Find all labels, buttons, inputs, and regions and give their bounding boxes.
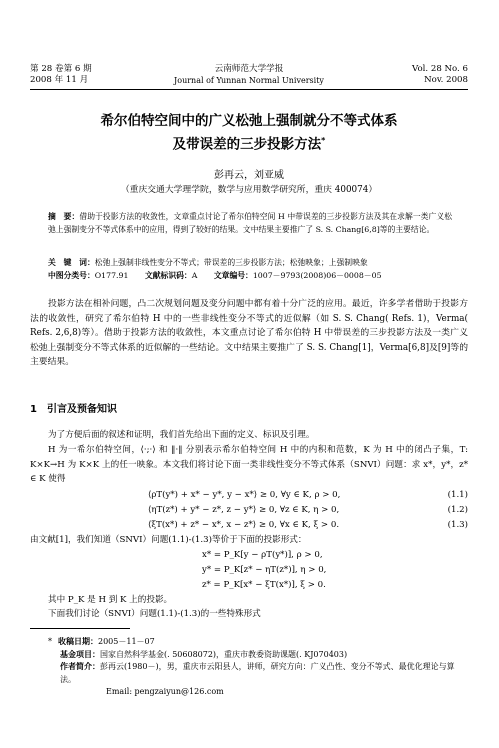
journal-issue-cn bbox=[30, 64, 92, 86]
date-en: Nov. 2008 bbox=[424, 75, 468, 85]
footnote bbox=[48, 636, 468, 699]
doc-code-label: 文献标识码： bbox=[144, 271, 192, 280]
clc-label: 中图分类号： bbox=[48, 271, 95, 280]
section-paragraph-4: 其中 P_K 是 H 到 K 上的投影。 bbox=[48, 595, 173, 605]
equation-text: ⟨ξT(x*) + z* − x*, x − z*⟩ ≥ 0, ∀x ∈ K, ξ > 0. bbox=[148, 520, 340, 530]
clc-code: O177.91 bbox=[94, 271, 129, 280]
equation-number: (1.2) bbox=[447, 505, 468, 515]
title-line-1: 希尔伯特空间中的广义松弛上强制就分不等式体系 bbox=[100, 113, 398, 129]
article-number: 1007－9793(2008)06－0008－05 bbox=[252, 271, 382, 280]
fund-label: 基金项目： bbox=[60, 649, 100, 659]
journal-en: Journal of Yunnan Normal University bbox=[174, 76, 324, 85]
equation-text: ⟨ηT(z*) + y* − z*, z − y*⟩ ≥ 0, ∀z ∈ K, η > 0, bbox=[148, 505, 340, 515]
projection-3 bbox=[30, 579, 468, 592]
received-date: 2005－11－07 bbox=[98, 637, 155, 646]
header-rule bbox=[30, 89, 468, 90]
section-paragraph-2: H 为一希尔伯特空间，⟨·;·⟩ 和 ‖·‖ 分别表示希尔伯特空间 H 中的内积和范数，K 为 H 中的闭凸子集，T: K×K→H 为 K×K 上的任一映象。本文我们将讨论下面一类非线性变分不等式体系（SNVI）问题：求 x*，y*，z* ∈ K 使得 bbox=[30, 445, 468, 484]
title-footnote-mark: * bbox=[321, 136, 326, 145]
journal-issue-en bbox=[412, 64, 468, 86]
equation-text: ⟨ρT(y*) + x* − y*, y − x*⟩ ≥ 0, ∀y ∈ K, ρ > 0, bbox=[148, 490, 341, 500]
fund-text: 国家自然科学基金(. 50608072)，重庆市教委资助课题(. KJ070403) bbox=[100, 649, 348, 659]
projection-text: x* = P_K[y − ρT(y*)], ρ > 0, bbox=[202, 550, 323, 560]
author-email: Email: pengzaiyun@126.com bbox=[106, 687, 224, 696]
author-text: 彭再云(1980－)，男，重庆市云阳县人，讲师，研究方向：广义凸性、变分不等式、最优化理论与算法。 bbox=[60, 662, 455, 684]
abstract bbox=[48, 211, 452, 236]
keywords-text: 松弛上强制非线性变分不等式；带误差的三步投影方法；松弛映象；上强制映象 bbox=[94, 258, 368, 267]
title-line-2: 及带误差的三步投影方法* bbox=[172, 136, 326, 153]
date-cn: 2008 年 11 月 bbox=[30, 75, 89, 85]
journal-cn: 云南师范大学学报 bbox=[214, 64, 284, 74]
footnote-rule bbox=[30, 628, 130, 629]
keywords bbox=[48, 257, 452, 269]
journal-name bbox=[130, 64, 368, 86]
classification-line bbox=[48, 270, 452, 282]
equation-1-3 bbox=[30, 519, 468, 532]
footnote-received bbox=[48, 636, 468, 649]
section-paragraph-3: 由文献[1]，我们知道（SNVI）问题(1.1)-(1.3)等价于下面的投影形式： bbox=[30, 535, 307, 545]
projection-text: y* = P_K[z* − ηT(z*)], η > 0, bbox=[202, 565, 327, 575]
doc-code: A bbox=[191, 271, 198, 280]
equation-number: (1.1) bbox=[447, 490, 468, 500]
author-label: 作者简介： bbox=[60, 662, 100, 671]
projection-1 bbox=[30, 549, 468, 562]
received-label: 收稿日期： bbox=[58, 637, 98, 646]
volume-en: Vol. 28 No. 6 bbox=[412, 64, 468, 74]
equation-1-2 bbox=[30, 504, 468, 517]
section-paragraph-1: 为了方便后面的叙述和证明，我们首先给出下面的定义、标识及引理。 bbox=[48, 430, 315, 440]
abstract-text: 借助于投影方法的收敛性，文章重点讨论了希尔伯特空间 H 中带误差的三步投影方法及其在求解一类广义松弛上强制变分不等式体系中的应用，得到了较好的结果。文中结果主要推广了 S. S. Chang[6,8]等的主要结论。 bbox=[48, 212, 452, 234]
volume-cn: 第 28 卷第 6 期 bbox=[30, 64, 92, 74]
footnote-fund bbox=[60, 649, 468, 662]
affiliation: （重庆交通大学理学院，数学与应用数学研究所，重庆 400074） bbox=[120, 185, 378, 195]
equation-number: (1.3) bbox=[447, 520, 468, 530]
projection-2 bbox=[30, 564, 468, 577]
intro-paragraph: 投影方法在相补问题，凸二次规划问题及变分问题中都有着十分广泛的应用。最近，许多学者借助于投影方法的收敛性，研究了希尔伯特 H 中的一些非线性变分不等式的近似解（如 S. S. Chang( Refs. 1)，Verma( Refs. 2,6,8)等）。借助于投影方法的收敛性，本文重点讨论了希尔伯特 H 中带误差的三步投影方法及一类广义松弛上强制变分不等式体系的近似解的一些结论。文中结果主要推广了 S. S. Chang[1]，Verma[6,8]及[9]等的主要结果。 bbox=[30, 299, 468, 367]
section-paragraph-5: 下面我们讨论（SNVI）问题(1.1)-(1.3)的一些特殊形式 bbox=[48, 609, 261, 619]
keywords-label: 关 键 词： bbox=[48, 258, 95, 267]
footnote-mark: * bbox=[48, 637, 52, 646]
section-heading: 1 引言及预备知识 bbox=[30, 404, 117, 415]
abstract-label: 摘 要： bbox=[48, 212, 80, 221]
authors: 彭再云，刘亚威 bbox=[214, 170, 284, 181]
footnote-author bbox=[60, 661, 468, 686]
article-number-label: 文章编号： bbox=[213, 271, 253, 280]
paper-title bbox=[30, 111, 468, 155]
projection-text: z* = P_K[x* − ξT(x*)], ξ > 0. bbox=[202, 580, 326, 590]
equation-1-1 bbox=[30, 489, 468, 502]
